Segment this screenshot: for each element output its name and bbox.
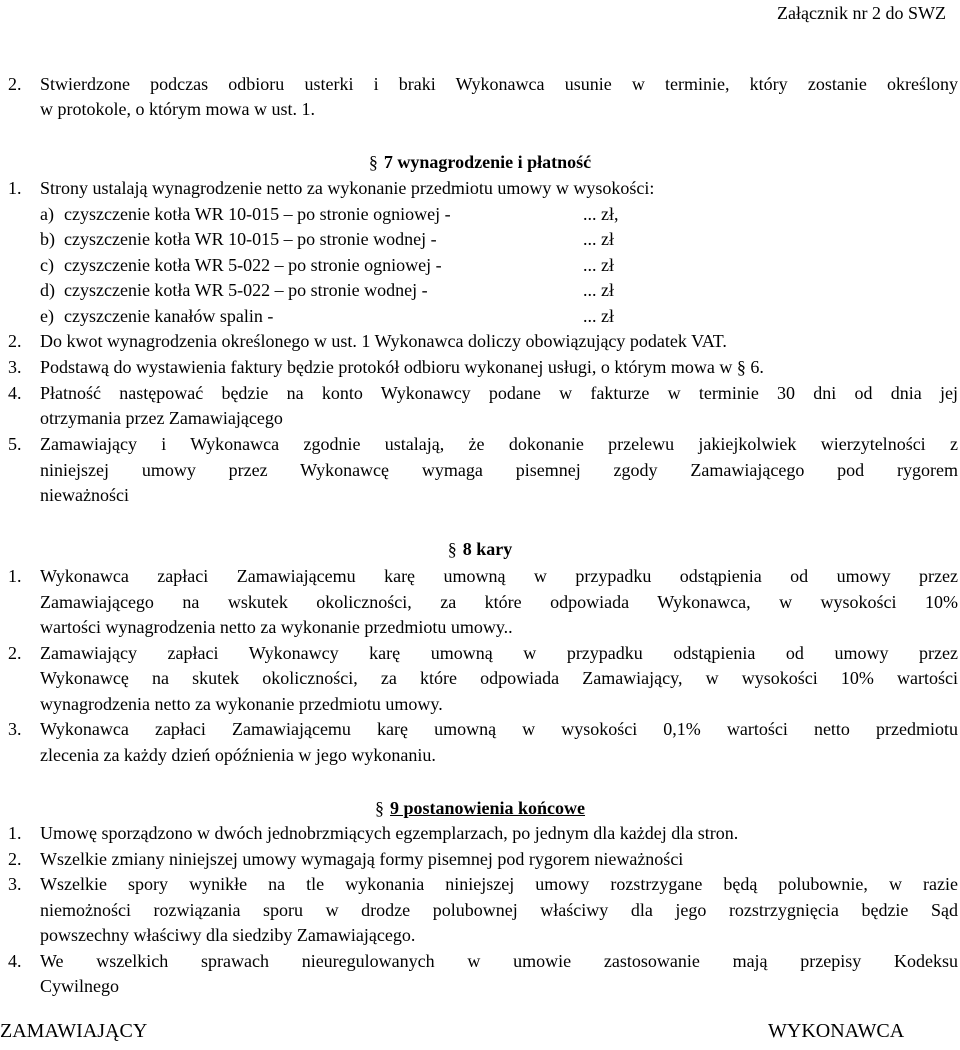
paragraph-line: We wszelkich sprawach nieuregulowanych w umowie zastosowanie mają przepisy Kodeksu — [40, 951, 958, 971]
fee-item-letter: e) — [40, 306, 54, 326]
paragraph-line: w protokole, o którym mowa w ust. 1. — [40, 99, 315, 119]
paragraph-number: 2. — [8, 74, 22, 94]
section-8-title: 8 kary — [462, 539, 513, 559]
paragraph-line: Płatność następować będzie na konto Wykonawcy podane w fakturze w terminie 30 dni od dnia jej — [40, 383, 958, 403]
paragraph-line: otrzymania przez Zamawiającego — [40, 408, 283, 428]
fee-item-amount: ... zł — [583, 255, 614, 275]
paragraph-line: nieważności — [40, 485, 129, 505]
fee-item-text: czyszczenie kanałów spalin - — [64, 306, 274, 326]
fee-item — [40, 305, 273, 327]
signature-contractor: WYKONAWCA — [768, 1020, 905, 1042]
paragraph-line: Stwierdzone podczas odbioru usterki i braki Wykonawca usunie w terminie, który zostanie określony — [40, 74, 958, 94]
paragraph-number: 1. — [8, 566, 22, 586]
paragraph-line: wynagrodzenia netto za wykonanie przedmiotu umowy. — [40, 694, 443, 714]
paragraph-number: 4. — [8, 951, 22, 971]
fee-item-amount: ... zł — [583, 229, 614, 249]
paragraph-line: wartości wynagrodzenia netto za wykonanie przedmiotu umowy.. — [40, 617, 513, 637]
fee-item-text: czyszczenie kotła WR 5-022 – po stronie wodnej - — [64, 280, 428, 300]
paragraph-line: Wszelkie zmiany niniejszej umowy wymagają formy pisemnej pod rygorem nieważności — [40, 849, 684, 869]
fee-item-text: czyszczenie kotła WR 10-015 – po stronie ogniowej - — [64, 204, 451, 224]
paragraph-line: niniejszej umowy przez Wykonawcę wymaga pisemnej zgody Zamawiającego pod rygorem — [40, 460, 958, 480]
paragraph-number: 1. — [8, 178, 22, 198]
section-9-title: 9 postanowienia końcowe — [389, 798, 586, 818]
paragraph-line: zlecenia za każdy dzień opóźnienia w jego wykonaniu. — [40, 745, 436, 765]
paragraph-line: Do kwot wynagrodzenia określonego w ust. 1 Wykonawca doliczy obowiązujący podatek VAT. — [40, 331, 727, 351]
paragraph-line: Wykonawca zapłaci Zamawiającemu karę umowną w wysokości 0,1% wartości netto przedmiotu — [40, 719, 958, 739]
fee-item-amount: ... zł — [583, 280, 614, 300]
paragraph-number: 1. — [8, 823, 22, 843]
fee-item-letter: a) — [40, 204, 54, 224]
fee-item — [40, 254, 442, 276]
section-7-heading — [0, 150, 960, 174]
paragraph-symbol: § — [368, 152, 378, 172]
paragraph-number: 3. — [8, 357, 22, 377]
fee-item-letter: d) — [40, 280, 55, 300]
fee-item — [40, 203, 451, 225]
paragraph-symbol: § — [374, 798, 384, 818]
paragraph-number: 3. — [8, 719, 22, 739]
paragraph-line: Podstawą do wystawienia faktury będzie protokół odbioru wykonanej usługi, o którym mowa w § 6. — [40, 357, 764, 377]
attachment-label: Załącznik nr 2 do SWZ — [777, 3, 946, 23]
paragraph-number: 2. — [8, 849, 22, 869]
paragraph-line: Zamawiający zapłaci Wykonawcy karę umowną w przypadku odstąpienia od umowy przez — [40, 643, 958, 663]
paragraph-number: 4. — [8, 383, 22, 403]
section-7-title: 7 wynagrodzenie i płatność — [383, 152, 592, 172]
section-9-heading — [0, 796, 960, 820]
paragraph-number: 2. — [8, 331, 22, 351]
paragraph-line: niemożności rozwiązania sporu w drodze polubownej właściwy dla jego rozstrzygnięcia będzie Sąd — [40, 900, 958, 920]
paragraph-number: 3. — [8, 874, 22, 894]
fee-item-text: czyszczenie kotła WR 5-022 – po stronie ogniowej - — [64, 255, 442, 275]
fee-item-text: czyszczenie kotła WR 10-015 – po stronie wodnej - — [64, 229, 437, 249]
paragraph-line: Zamawiający i Wykonawca zgodnie ustalają, że dokonanie przelewu jakiejkolwiek wierzytelności z — [40, 434, 958, 454]
paragraph-line: Wykonawca zapłaci Zamawiającemu karę umowną w przypadku odstąpienia od umowy przez — [40, 566, 958, 586]
paragraph-symbol: § — [447, 539, 457, 559]
fee-item-amount: ... zł — [583, 306, 614, 326]
signature-contracting-party: ZAMAWIAJĄCY — [0, 1020, 148, 1042]
fee-item-letter: b) — [40, 229, 55, 249]
fee-item-amount: ... zł, — [583, 204, 619, 224]
paragraph-line: Wszelkie spory wynikłe na tle wykonania niniejszej umowy rozstrzygane będą polubownie, w razie — [40, 874, 958, 894]
fee-item — [40, 279, 428, 301]
fee-item — [40, 228, 437, 250]
paragraph-number: 2. — [8, 643, 22, 663]
fee-item-letter: c) — [40, 255, 54, 275]
paragraph-line: Zamawiającego na wskutek okoliczności, za które odpowiada Wykonawca, w wysokości 10% — [40, 592, 958, 612]
paragraph-line: Cywilnego — [40, 976, 119, 996]
paragraph-line: Strony ustalają wynagrodzenie netto za wykonanie przedmiotu umowy w wysokości: — [40, 178, 655, 198]
paragraph-line: Umowę sporządzono w dwóch jednobrzmiących egzemplarzach, po jednym dla każdej dla stron. — [40, 823, 739, 843]
paragraph-line: Wykonawcę na skutek okoliczności, za które odpowiada Zamawiający, w wysokości 10% wartości — [40, 668, 958, 688]
paragraph-number: 5. — [8, 434, 22, 454]
section-8-heading — [0, 537, 960, 561]
paragraph-line: powszechny właściwy dla siedziby Zamawiającego. — [40, 925, 416, 945]
